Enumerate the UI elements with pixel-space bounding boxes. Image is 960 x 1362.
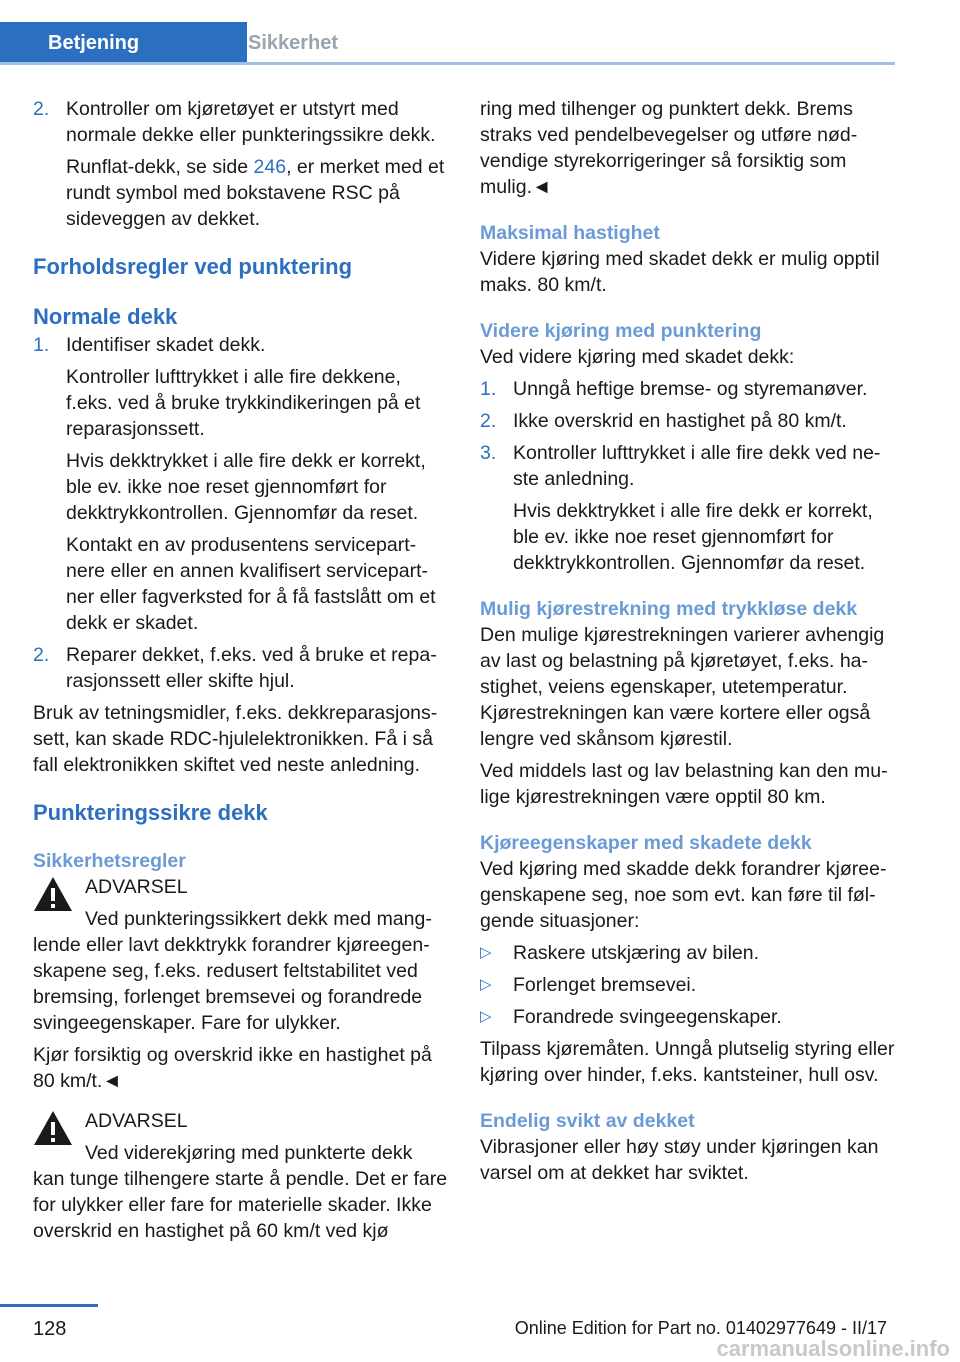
section-heading: Punkteringssikre dekk	[33, 800, 268, 825]
page-number: 128	[33, 1318, 67, 1340]
subsection-heading: Maksimal hastighet	[480, 222, 660, 244]
watermark: carmanualsonline.info	[716, 1336, 950, 1361]
bullet-item	[480, 972, 898, 998]
paragraph: Videre kjøring med skadet dekk er mulig opptil maks. 80 km/t.	[480, 248, 880, 296]
list-item	[480, 376, 898, 402]
left-column	[33, 96, 448, 1250]
warning-text: Ved viderekjøring med punkterte dekk kan tunge tilhengere starte å pendle. Det er fare for ulykker eller fare for materielle skader. Ikke overskrid en hastighet på 60 km/t ved kjø	[33, 1142, 448, 1242]
tab-betjening[interactable]: Betjening	[0, 22, 247, 62]
list-subtext: Runflat-dekk, se side 246, er merket med et rundt symbol med bokstavene RSC på sideveggen av dekket.	[66, 156, 445, 230]
paragraph: Tilpass kjøremåten. Unngå plutselig styring eller kjøring over hinder, f.eks. kantsteiner, hull osv.	[480, 1038, 895, 1086]
warning-text: Ved punkteringssikkert dekk med manglende eller lavt dekktrykk forandrer kjøreegenskapene seg, f.eks. redusert feltstabilitet ved bremsing, forlenget bremsevei og forandrede svingeegenskaper. Fare for ulykker.	[33, 908, 432, 1034]
list-number: 1.	[480, 378, 497, 400]
paragraph: Den mulige kjørestrekningen varierer avhengig av last og belastning på kjøretøyet, f.eks. hastighet, veiens egenskaper, utetemperatur. Kjørestrekningen kan være kortere eller også lengre ved skånsom kjørestil.	[480, 624, 885, 750]
list-text: Unngå heftige bremse- og styremanøver.	[513, 378, 868, 400]
bullet-item	[480, 1004, 898, 1030]
list-number: 2.	[33, 644, 50, 666]
paragraph: Ved videre kjøring med skadet dekk:	[480, 346, 795, 368]
subsection-heading: Mulig kjørestrekning med trykkløse dekk	[480, 598, 858, 620]
warning-title: ADVARSEL	[85, 1110, 188, 1132]
footer-rule	[0, 1304, 98, 1307]
list-item	[480, 440, 898, 576]
list-text: Kontroller om kjøretøyet er utstyrt med normale dekke eller punkteringssikre dekk.	[66, 98, 436, 146]
section-subheading: Normale dekk	[33, 304, 178, 329]
bullet-text: Forlenget bremsevei.	[513, 974, 697, 996]
edition-text: Online Edition for Part no. 01402977649 - II/17	[514, 1318, 887, 1338]
list-text: Kontroller lufttrykket i alle fire dekk ved neste anledning.	[513, 442, 881, 490]
list-number: 2.	[33, 98, 50, 120]
subsection-heading: Endelig svikt av dekket	[480, 1110, 695, 1132]
chapter-tab-bar	[0, 22, 895, 65]
list-item	[33, 332, 448, 636]
list-text: Ikke overskrid en hastighet på 80 km/t.	[513, 410, 847, 432]
list-subtext: Kontroller lufttrykket i alle fire dekkene, f.eks. ved å bruke trykkindikeringen på et reparasjonssett.	[66, 366, 421, 440]
bullet-triangle-icon: ▷	[480, 976, 492, 993]
list-item	[33, 96, 448, 232]
bullet-triangle-icon: ▷	[480, 944, 492, 961]
tab-sikkerhet[interactable]: Sikkerhet	[248, 32, 339, 54]
list-subtext: Hvis dekktrykket i alle fire dekk er korrekt, ble ev. ikke noe reset gjennomført for dekktrykkontrollen. Gjennomfør da reset.	[66, 450, 426, 524]
bullet-item	[480, 940, 898, 966]
subsection-heading: Sikkerhetsregler	[33, 850, 186, 872]
right-column	[480, 96, 898, 1192]
list-item	[480, 408, 898, 434]
list-subtext: Hvis dekktrykket i alle fire dekk er korrekt, ble ev. ikke noe reset gjennomført for dekktrykkontrollen. Gjennomfør da reset.	[513, 500, 873, 574]
list-number: 3.	[480, 442, 497, 464]
subsection-heading: Kjøreegenskaper med skadete dekk	[480, 832, 812, 854]
list-text: Reparer dekket, f.eks. ved å bruke et reparasjonssett eller skifte hjul.	[66, 644, 437, 692]
bullet-text: Raskere utskjæring av bilen.	[513, 942, 760, 964]
paragraph: Ved middels last og lav belastning kan den mulige kjørestrekningen være opptil 80 km.	[480, 760, 888, 808]
warning-triangle-icon	[33, 876, 73, 912]
list-text: Identifiser skadet dekk.	[66, 334, 266, 356]
warning-block	[33, 874, 448, 1036]
paragraph: Bruk av tetningsmidler, f.eks. dekkreparasjonssett, kan skade RDC-hjulelektronikken. Få i så fall elektronikken skiftet ved neste anledning.	[33, 702, 438, 776]
paragraph: Vibrasjoner eller høy støy under kjøringen kan varsel om at dekket har sviktet.	[480, 1136, 879, 1184]
list-number: 2.	[480, 410, 497, 432]
list-item	[33, 642, 448, 694]
warning-title: ADVARSEL	[85, 876, 188, 898]
page-link[interactable]: 246	[253, 156, 287, 178]
paragraph: ring med tilhenger og punktert dekk. Brems straks ved pendelbevegelser og utføre nødvendige styrekorrigeringer så forsiktig som mulig.◄	[480, 98, 858, 198]
list-number: 1.	[33, 334, 50, 356]
bullet-text: Forandrede svingeegenskaper.	[513, 1006, 782, 1028]
section-heading: Forholdsregler ved punktering	[33, 254, 353, 279]
paragraph: Ved kjøring med skadde dekk forandrer kjøreegenskapene seg, noe som evt. kan føre til følgende situasjoner:	[480, 858, 887, 932]
subsection-heading: Videre kjøring med punktering	[480, 320, 762, 342]
bullet-triangle-icon: ▷	[480, 1008, 492, 1025]
paragraph: Kjør forsiktig og overskrid ikke en hastighet på 80 km/t.◄	[33, 1044, 432, 1092]
warning-triangle-icon	[33, 1110, 73, 1146]
list-subtext: Kontakt en av produsentens servicepartnere eller en annen kvalifisert servicepartner eller fagverksted for å få fastslått om et dekk er skadet.	[66, 534, 436, 634]
warning-block	[33, 1108, 448, 1244]
